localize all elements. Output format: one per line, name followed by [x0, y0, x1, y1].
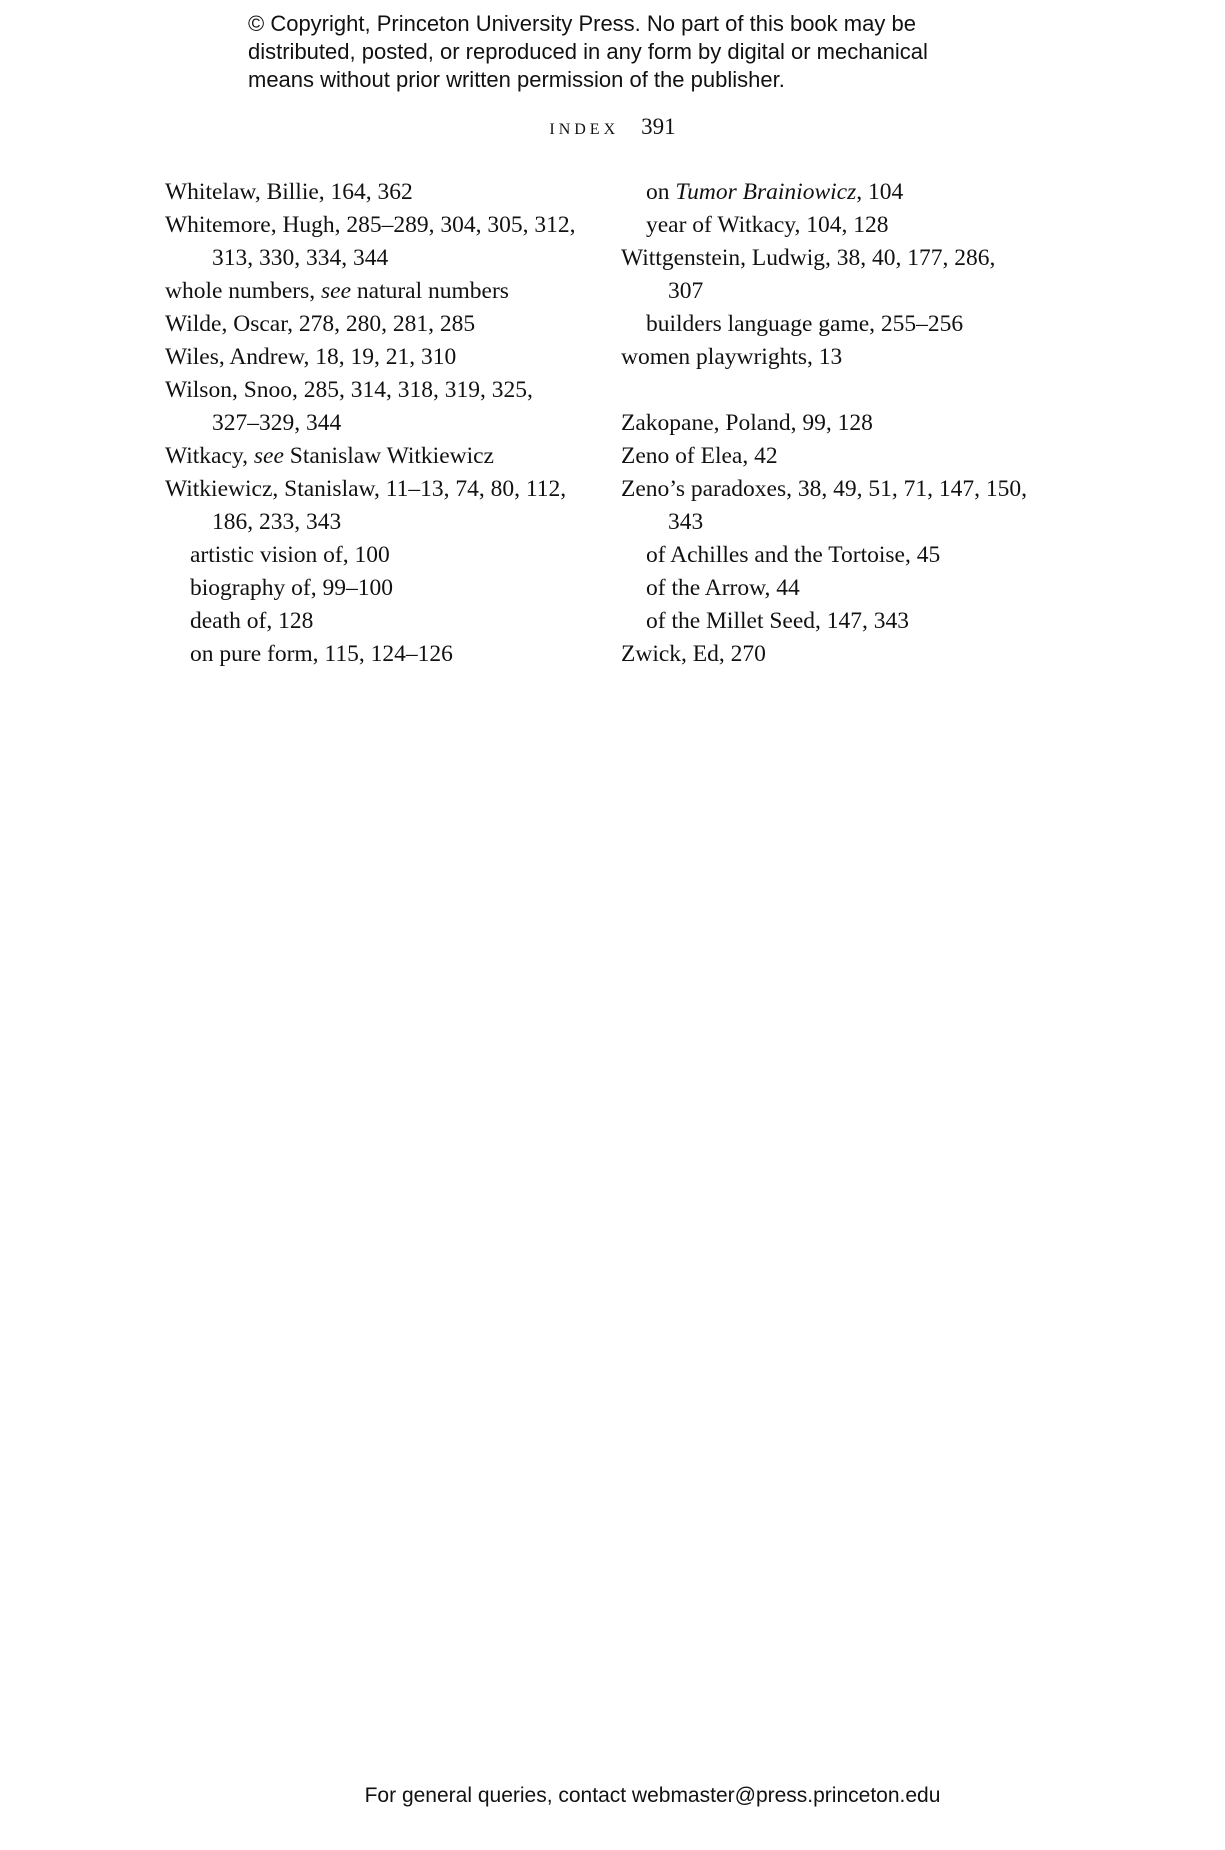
- index-subentry: biography of, 99–100: [190, 575, 393, 601]
- copyright-line: distributed, posted, or reproduced in any form by digital or mechanical: [248, 39, 928, 64]
- index-entry: Zeno’s paradoxes, 38, 49, 51, 71, 147, 150,: [621, 476, 1027, 502]
- index-entry: Wilde, Oscar, 278, 280, 281, 285: [165, 311, 476, 337]
- index-subentry: of the Millet Seed, 147, 343: [646, 608, 910, 634]
- index-subentry: year of Witkacy, 104, 128: [646, 212, 889, 238]
- copyright-notice: [248, 10, 1008, 94]
- entry-text: Witkacy,: [165, 443, 254, 469]
- index-column-right: [621, 176, 1051, 671]
- index-entry: Zwick, Ed, 270: [621, 641, 766, 667]
- index-subentry: builders language game, 255–256: [646, 311, 964, 337]
- work-title: Tumor Brainiowicz: [675, 179, 857, 205]
- index-entry: Wittgenstein, Ludwig, 38, 40, 177, 286,: [621, 245, 996, 271]
- index-entry-continuation: 343: [668, 509, 704, 535]
- index-entry-continuation: 186, 233, 343: [212, 509, 342, 535]
- see-reference: see: [253, 443, 284, 469]
- index-entry: Zeno of Elea, 42: [621, 443, 778, 469]
- footer-contact: For general queries, contact webmaster@press.princeton.edu: [364, 1784, 941, 1807]
- index-entry: [165, 440, 595, 473]
- index-entry: women playwrights, 13: [621, 344, 843, 370]
- index-entry-continuation: 327–329, 344: [212, 410, 342, 436]
- index-entry: Whitemore, Hugh, 285–289, 304, 305, 312,: [165, 212, 576, 238]
- index-entry-continuation: 313, 330, 334, 344: [212, 245, 389, 271]
- index-subentry: of the Arrow, 44: [646, 575, 800, 601]
- page-number: 391: [641, 114, 676, 139]
- index-subentry: of Achilles and the Tortoise, 45: [646, 542, 941, 568]
- index-subentry: death of, 128: [190, 608, 314, 634]
- index-entry: Whitelaw, Billie, 164, 362: [165, 179, 413, 205]
- index-entry: Zakopane, Poland, 99, 128: [621, 410, 873, 436]
- index-column-left: [165, 176, 595, 671]
- section-title: index: [549, 114, 620, 139]
- index-entry: Wiles, Andrew, 18, 19, 21, 310: [165, 344, 457, 370]
- entry-text: whole numbers,: [165, 278, 321, 304]
- running-head: [0, 112, 1225, 142]
- index-entry-continuation: 307: [668, 278, 704, 304]
- index-subentry: [621, 176, 1051, 209]
- index-subentry: on pure form, 115, 124–126: [190, 641, 453, 667]
- entry-text: natural numbers: [351, 278, 509, 304]
- index-entry: Witkiewicz, Stanislaw, 11–13, 74, 80, 112,: [165, 476, 567, 502]
- index-entry: Wilson, Snoo, 285, 314, 318, 319, 325,: [165, 377, 533, 403]
- index-entry: [165, 275, 595, 308]
- entry-text: Stanislaw Witkiewicz: [283, 443, 494, 469]
- copyright-line: © Copyright, Princeton University Press. No part of this book may be: [248, 11, 916, 36]
- see-reference: see: [321, 278, 352, 304]
- copyright-line: means without prior written permission of the publisher.: [248, 67, 785, 92]
- index-subentry: artistic vision of, 100: [190, 542, 390, 568]
- entry-text: , 104: [856, 179, 904, 205]
- letter-group-gap: [621, 374, 1051, 407]
- entry-text: on: [646, 179, 676, 205]
